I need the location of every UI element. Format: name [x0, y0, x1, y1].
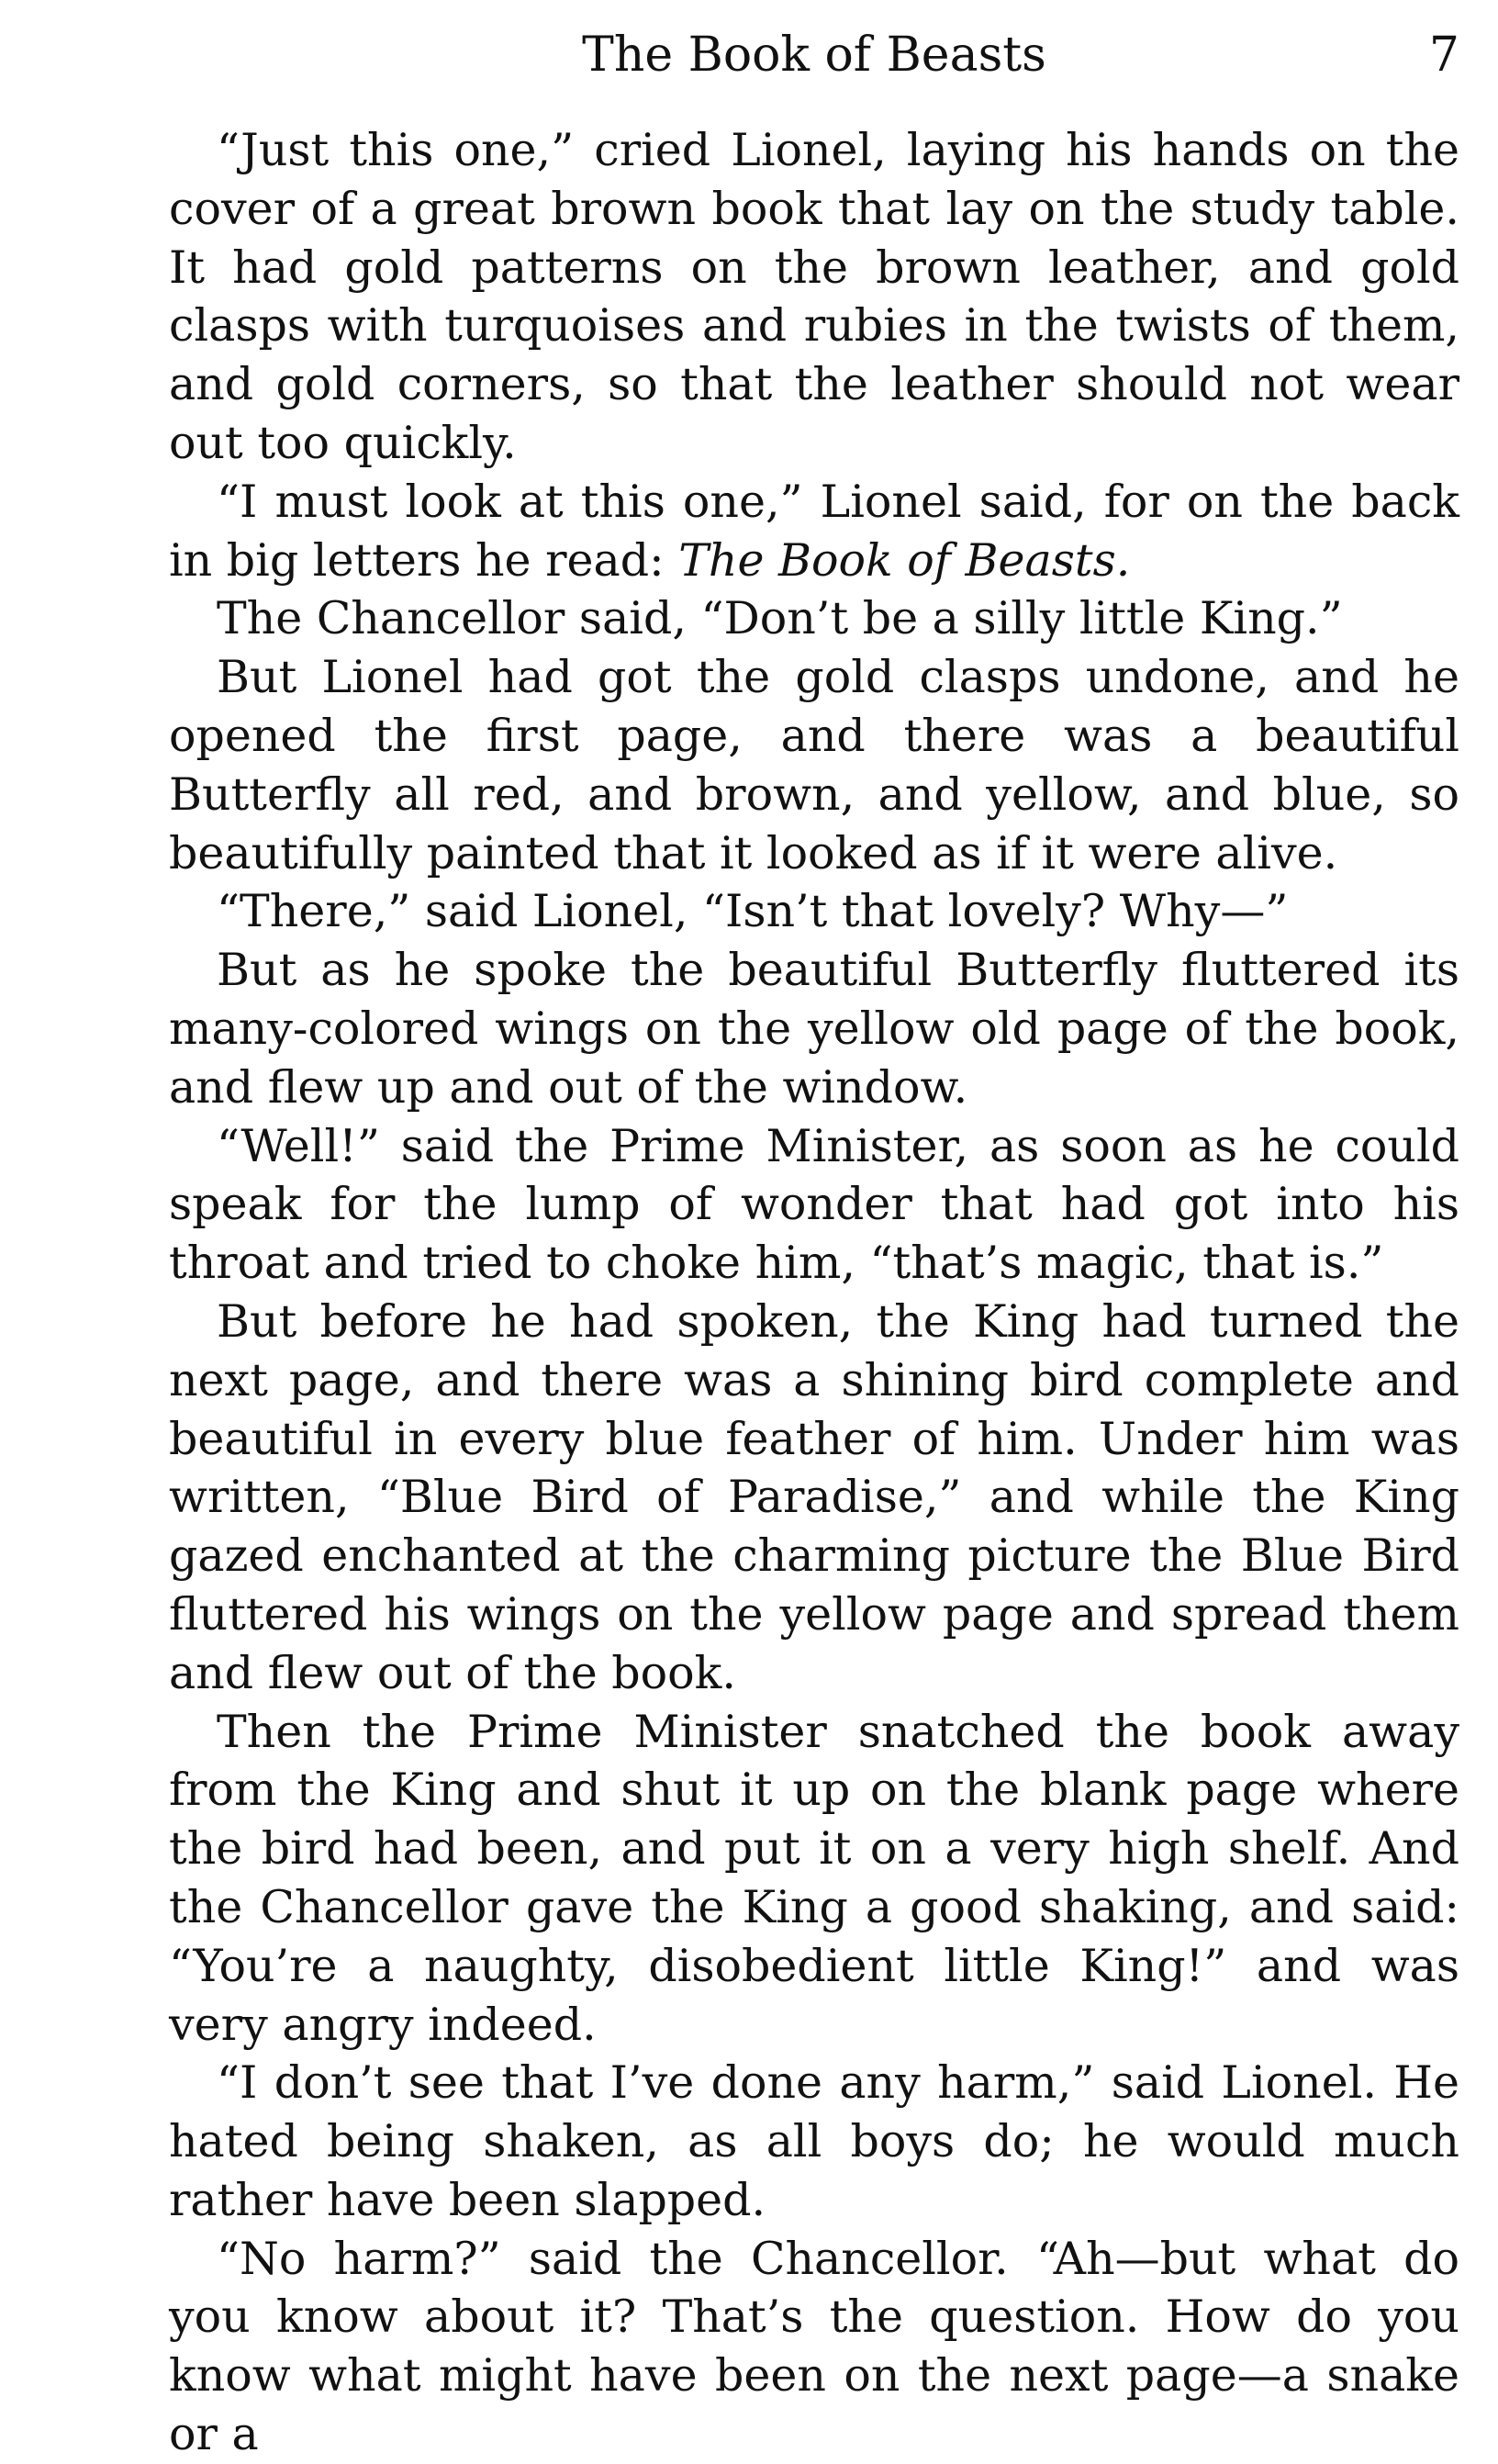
paragraph	[169, 2054, 1459, 2229]
paragraph-text: “There,” said Lionel, “Isn’t that lovely? Why—”	[217, 885, 1289, 938]
paragraph	[169, 589, 1459, 648]
paragraph-text: But as he spoke the beautiful Butterfly fluttered its many-colored wings on the yellow old page of the book, and flew up and out of the window.	[169, 944, 1459, 1114]
paragraph-text: But before he had spoken, the King had turned the next page, and there was a shining bird complete and beautiful in every blue feather of him. Under him was written, “Blue Bird of Paradise,” and while the King gazed enchanted at the charming picture the Blue Bird fluttered his wings on the yellow page and spread them and flew out of the book.	[169, 1294, 1459, 1699]
paragraph-text: Then the Prime Minister snatched the book away from the King and shut it up on the blank page where the bird had been, and put it on a very high shelf. And the Chancellor gave the King a good shaking, and said: “You’re a naughty, disobedient little King!” and was very angry indeed.	[169, 1705, 1459, 2051]
paragraph-text: “I must look at this one,” Lionel said, for on the back in big letters he read:	[169, 475, 1459, 587]
page-number: 7	[1428, 28, 1459, 83]
paragraph-text: But Lionel had got the gold clasps undone, and he opened the first page, and there was a beautiful Butterfly all red, and brown, and yellow, and blue, so beautifully painted that it looked as if it were alive.	[169, 651, 1459, 879]
paragraph	[169, 648, 1459, 882]
running-title: The Book of Beasts	[582, 28, 1046, 83]
book-title-italic: The Book of Beasts.	[678, 533, 1131, 587]
paragraph	[169, 473, 1459, 590]
paragraph-text: “No harm?” said the Chancellor. “Ah—but what do you know about it? That’s the question. How do you know what might have been on the next page—a snake or a	[169, 2232, 1459, 2461]
paragraph	[169, 1293, 1459, 1703]
paragraph-text: “Well!” said the Prime Minister, as soon as he could speak for the lump of wonder that had got into his throat and tried to choke him, “that’s magic, that is.”	[169, 1119, 1459, 1290]
paragraph-text: The Chancellor said, “Don’t be a silly little King.”	[217, 592, 1343, 645]
page-header	[169, 0, 1459, 121]
paragraph	[169, 882, 1459, 941]
paragraph	[169, 121, 1459, 473]
paragraph	[169, 1703, 1459, 2055]
paragraph-text: “I don’t see that I’ve done any harm,” said Lionel. He hated being shaken, as all boys do; he would much rather have been slapped.	[169, 2056, 1459, 2226]
book-page	[169, 0, 1459, 2464]
paragraph	[169, 2230, 1459, 2464]
body-text	[169, 121, 1459, 2464]
paragraph	[169, 1117, 1459, 1293]
paragraph	[169, 941, 1459, 1116]
paragraph-text: “Just this one,” cried Lionel, laying his hands on the cover of a great brown book that lay on the study table. It had gold patterns on the brown leather, and gold clasps with turquoises and rubies in the twists of them, and gold corners, so that the leather should not wear out too quickly.	[169, 124, 1459, 469]
